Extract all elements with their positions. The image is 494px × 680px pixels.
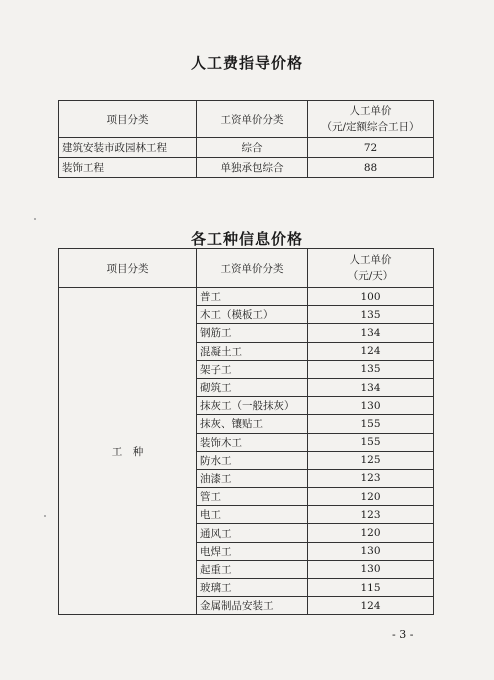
row-price: 100 xyxy=(308,288,434,306)
scan-speck xyxy=(44,515,46,517)
table-row xyxy=(59,158,434,178)
header-price xyxy=(308,101,434,138)
row-price: 135 xyxy=(308,306,434,324)
row-category: 装饰工程 xyxy=(59,158,197,178)
row-price: 123 xyxy=(308,469,434,487)
row-type: 起重工 xyxy=(197,560,308,578)
scan-speck xyxy=(34,218,36,220)
row-category: 建筑安装市政园林工程 xyxy=(59,138,197,158)
header-price-line1: 人工单价 xyxy=(349,254,392,266)
row-type: 油漆工 xyxy=(197,469,308,487)
row-price: 120 xyxy=(308,524,434,542)
table-header-row xyxy=(59,101,434,138)
row-price: 124 xyxy=(308,342,434,360)
row-price: 134 xyxy=(308,324,434,342)
row-price: 88 xyxy=(308,158,434,178)
table-row xyxy=(59,138,434,158)
header-price-line2: （元/天） xyxy=(347,270,394,282)
row-type: 抹灰工（一般抹灰） xyxy=(197,397,308,415)
row-type: 单独承包综合 xyxy=(197,158,308,178)
row-price: 130 xyxy=(308,542,434,560)
row-type: 架子工 xyxy=(197,360,308,378)
row-price: 155 xyxy=(308,433,434,451)
labor-cost-guide-title: 人工费指导价格 xyxy=(190,54,303,72)
row-type: 钢筋工 xyxy=(197,324,308,342)
row-type: 防水工 xyxy=(197,451,308,469)
row-type: 混凝土工 xyxy=(197,342,308,360)
header-price-line2: （元/定额综合工日） xyxy=(321,121,420,133)
row-price: 135 xyxy=(308,360,434,378)
row-price: 125 xyxy=(308,451,434,469)
header-type: 工资单价分类 xyxy=(197,249,308,288)
table-header-row xyxy=(59,249,434,288)
row-price: 134 xyxy=(308,378,434,396)
row-type: 装饰木工 xyxy=(197,433,308,451)
row-type: 电工 xyxy=(197,506,308,524)
header-category: 项目分类 xyxy=(59,249,197,288)
row-price: 155 xyxy=(308,415,434,433)
group-label: 工 种 xyxy=(59,288,197,615)
page-number: - 3 - xyxy=(392,628,414,641)
row-price: 115 xyxy=(308,579,434,597)
header-price-line1: 人工单价 xyxy=(349,105,392,117)
row-type: 玻璃工 xyxy=(197,579,308,597)
trade-info-price-table xyxy=(58,248,434,615)
table-row xyxy=(59,288,434,306)
row-type: 抹灰、镶贴工 xyxy=(197,415,308,433)
header-type: 工资单价分类 xyxy=(197,101,308,138)
labor-cost-guide-table xyxy=(58,100,434,178)
row-price: 120 xyxy=(308,488,434,506)
row-type: 管工 xyxy=(197,488,308,506)
row-price: 130 xyxy=(308,560,434,578)
row-price: 130 xyxy=(308,397,434,415)
header-price xyxy=(308,249,434,288)
row-type: 电焊工 xyxy=(197,542,308,560)
row-type: 普工 xyxy=(197,288,308,306)
trade-info-price-title: 各工种信息价格 xyxy=(190,230,303,248)
header-category: 项目分类 xyxy=(59,101,197,138)
row-price: 124 xyxy=(308,597,434,615)
row-price: 72 xyxy=(308,138,434,158)
row-type: 金属制品安装工 xyxy=(197,597,308,615)
row-type: 综合 xyxy=(197,138,308,158)
row-type: 通风工 xyxy=(197,524,308,542)
row-type: 木工（模板工） xyxy=(197,306,308,324)
row-price: 123 xyxy=(308,506,434,524)
row-type: 砌筑工 xyxy=(197,378,308,396)
